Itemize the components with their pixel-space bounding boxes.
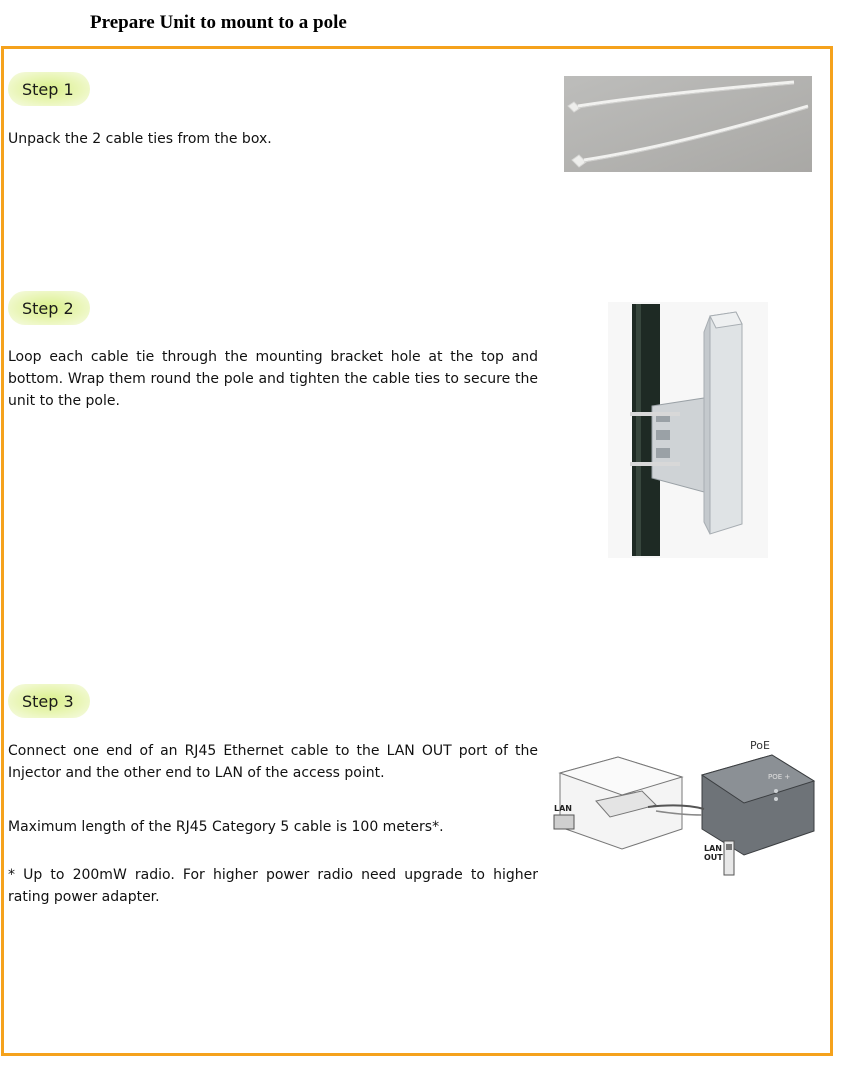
- step-3-text-3: * Up to 200mW radio. For higher power radio need upgrade to higher rating power adapter.: [8, 867, 538, 905]
- pole-mount-photo: [608, 302, 768, 558]
- step-2-badge: Step 2: [8, 291, 90, 325]
- step-3-text-2: Maximum length of the RJ45 Category 5 cable is 100 meters*.: [8, 819, 444, 835]
- poe-device-text: POE +: [768, 773, 791, 781]
- lan-out-label-2: OUT: [704, 853, 723, 862]
- step-1-text: Unpack the 2 cable ties from the box.: [8, 131, 272, 147]
- page-title: Prepare Unit to mount to a pole: [90, 12, 347, 33]
- cable-ties-photo: [564, 76, 812, 172]
- lan-label: LAN: [554, 804, 572, 813]
- step-3-text-1: Connect one end of an RJ45 Ethernet cable to the LAN OUT port of the Injector and the other end to LAN of the access point.: [8, 743, 538, 781]
- poe-label: PoE: [750, 739, 770, 752]
- step-1-badge: Step 1: [8, 72, 90, 106]
- lan-out-label-1: LAN: [704, 844, 722, 853]
- poe-connection-diagram: [552, 733, 824, 885]
- step-2-text: Loop each cable tie through the mounting bracket hole at the top and bottom. Wrap them round the pole and tighten the cable ties to secure the unit to the pole.: [8, 349, 538, 409]
- step-3-badge: Step 3: [8, 684, 90, 718]
